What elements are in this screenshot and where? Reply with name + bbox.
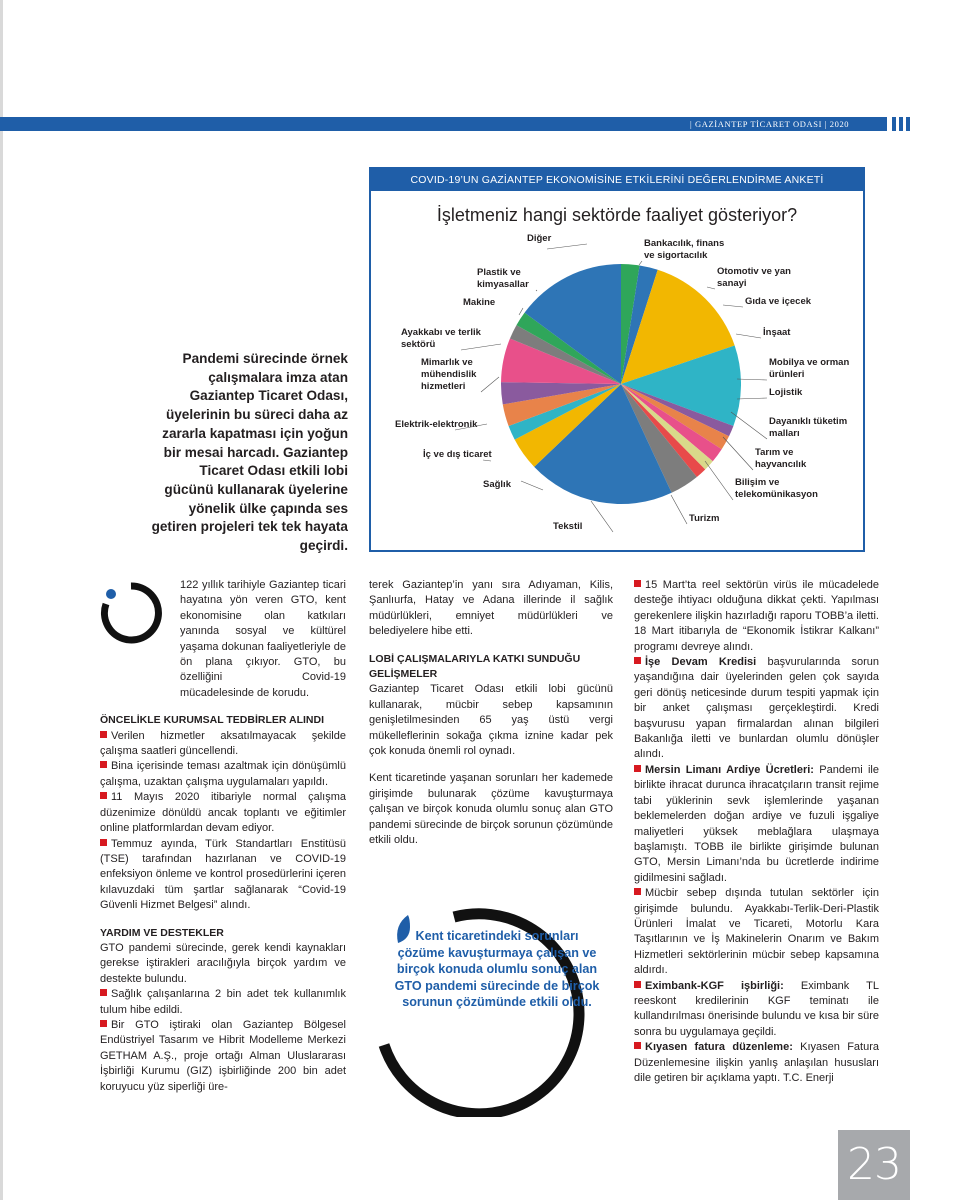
leader-line [519,308,523,315]
slice-label: Plastik ve kimyasallar [477,267,529,290]
page-edge [0,0,3,1200]
leader-line [591,501,613,532]
pull-quote-left: Pandemi sürecinde örnek çalışmalara imza atan Gaziantep Ticaret Odası, üyelerinin bu süreci daha az zararla kapatması için yoğun bir mesai harcadı. Gaziantep Ticaret Odası etkili lobi gücünü kullanarak üyelerine yönelik ülke çapında ses getiren projeleri tek tek hayata geçirdi. [151,351,348,554]
slice-label: Bilişim ve telekomünikasyon [735,477,818,500]
pull-quote-bottom [368,895,616,1117]
slice-label: İç ve dış ticaret [423,449,492,460]
leader-line [723,437,753,470]
section-heading: YARDIM VE DESTEKLER [100,926,224,939]
chart-header: COVID-19’UN GAZİANTEP EKONOMİSİNE ETKİLERİNİ DEĞERLENDİRME ANKETİ [371,169,863,191]
article-column-3 [634,578,879,1086]
leader-line [705,461,733,500]
paragraph: Gaziantep Ticaret Odası etkili lobi gücünü kullanarak, mücbir sebep kapsamının genişletilmesinden 65 yaş üstü vergi mükelleflerinin sokağa çıkma iznine kadar pek çok konuda önemli rol oynadı. [369,683,613,758]
paragraph: GTO pandemi sürecinde, gerek kendi kaynakları gerekse iştirakleri aracılığıyla birçok yardım ve destekte bulundu. [100,941,346,985]
paragraph: Kent ticaretinde yaşanan sorunları her kademede girişimde bulunarak çözüme kavuşturmaya çalışan ve birçok konuda olumlu sonuç alan GTO pandemi sürecinde de birçok sorunun çözümünde etkili oldu. [369,772,613,847]
list-item: Mersin Limanı Ardiye Ücretleri: Pandemi ile birlikte ihracat durunca ihracatçıların transit rejime tabi yüklerinin sevk işlemlerinde yaşanan beklemelerden doğan ardiye ve fuzuli işgaliye maliyetleri yüksek meblağlara ulaşmaya başlamıştı. TOBB ile birlikte girişimde bulunan GTO, Mersin Limanı’nda bu ücretlerde indirime gidilmesini sağladı. [634,763,879,884]
leader-line [536,290,537,291]
paragraph: terek Gaziantep’in yanı sıra Adıyaman, Kilis, Şanlıurfa, Hatay ve Adana illerinde il sağlık müdürlükleri, emniyet müdürlükleri ve belediyelere hibe etti. [369,579,613,638]
slice-label: Mimarlık ve mühendislik hizmetleri [421,357,477,392]
article-column-1 [100,578,346,1095]
header-title: | GAZİANTEP TİCARET ODASI | 2020 [690,119,850,129]
section-heading: ÖNCELİKLE KURUMSAL TEDBİRLER ALINDI [100,714,324,727]
slice-label: Diğer [527,233,552,244]
survey-chart [369,167,865,552]
leader-line [547,244,587,249]
slice-label: Ayakkabı ve terlik sektörü [401,327,481,350]
list-item: Sağlık çalışanlarına 2 bin adet tek kullanımlık tulum hibe edildi. [100,988,346,1016]
list-item: Mücbir sebep dışında tutulan sektörler için girişimde bulundu. Ayakkabı-Terlik-Deri-Plastik Ürünleri İmalat ve Ticareti, Motorlu Kara Taşıtlarının ve İş Makinelerin Onarım ve Bakım Hizmetleri sektörlerinin mücbir sebep kapsamına aldırdı. [634,887,879,977]
slice-label: Bankacılık, finans ve sigortacılık [644,238,725,261]
slice-label: Sağlık [483,479,511,490]
leader-line [483,460,491,461]
header-stripes [892,117,910,131]
article-intro: 122 yıllık tarihiyle Gaziantep ticari hayatına yön veren GTO, kent ekonomisine olan katkıları yanında sosyal ve kültürel yaşama dokunan faaliyetleriyle de ön plana çıkıyor. GTO, bu özelliğini Covid-19 mücadelesinde de korudu. [180,579,346,699]
slice-label: Mobilya ve orman ürünleri [769,357,850,380]
article-column-2 [369,578,613,849]
list-item: Bir GTO iştiraki olan Gaziantep Bölgesel Endüstriyel Tasarım ve Hibrit Modelleme Merkezi GETHAM A.Ş., proje ortağı Alman Uluslararası İşbirliği Kurumu (GIZ) işbirliğinde 200 bin adet koruyucu yüz siperliği üre- [100,1018,346,1093]
leader-line [737,379,767,380]
list-item: 11 Mayıs 2020 itibariyle normal çalışma düzenimize dönüldü ancak toplantı ve eğitimler online platformlardan devam ediyor. [100,791,346,835]
leader-line [737,398,767,399]
page-number: 23 [838,1130,910,1200]
list-item: Bina içerisinde teması azaltmak için dönüşümlü çalışma, uzaktan çalışma uygulamaları yapıldı. [100,760,346,788]
leader-line [707,287,715,289]
list-item: Eximbank-KGF işbirliği: Eximbank TL reeskont kredilerinin KGF teminatı ile kullandırılması önerisinde bulundu ve kısa bir süre sonra bu uygulamaya geçildi. [634,979,879,1038]
slice-label: Gıda ve içecek [745,296,812,307]
section-heading: LOBİ ÇALIŞMALARIYLA KATKI SUNDUĞU GELİŞMELER [369,652,581,681]
leader-line [671,495,687,524]
slice-label: Lojistik [769,387,803,398]
slice-label: Turizm [689,513,720,524]
leader-line [731,412,767,439]
slice-label: Tarım ve hayvancılık [755,447,807,470]
leader-line [639,261,642,265]
list-item: 15 Mart’ta reel sektörün virüs ile mücadelede desteğe ihtiyacı olduğuna dikkat çekti. Yapılması gerekenlere ilişkin hazırladığı raporu TOBB’a iletti. 18 Mart itibarıyla de “Ekonomik İstikrar Kalkanı” programı devreye alındı. [634,579,879,653]
list-item: Temmuz ayında, Türk Standartları Enstitüsü (TSE) tarafından hazırlanan ve COVID-19 enfeksiyon önleme ve kontrol prosedürlerini içeren kılavuzdaki tüm şartlar sağlanarak “Covid-19 Güvenli Hizmet Belgesi” alındı. [100,837,346,912]
chart-title: İşletmeniz hangi sektörde faaliyet gösteriyor? [436,205,798,225]
slice-label: Otomotiv ve yan sanayi [717,266,791,289]
leader-line [481,377,499,392]
list-item: İşe Devam Kredisi başvurularında sorun yaşandığına dair üyelerinden gelen çok sayıda geri dönüş neticesinde durum tespiti yapmak için bir anket çalışması gerçekleştirdi. Kredi başvurusu yapan firmalardan alınan bilgileri Bakanlığa iletti ve bunlardan olumlu dönüşler alındı. [634,656,879,761]
slice-label: Elektrik-elektronik [395,419,478,430]
slice-label: Tekstil [553,521,583,532]
list-item: Kıyasen fatura düzenleme: Kıyasen Fatura Düzenlemesine ilişkin yanlış anlaşılan hususları dile getiren bir açıklama yaptı. T.C. Enerji [634,1041,879,1084]
slice-label: İnşaat [763,327,791,338]
leader-line [736,334,761,338]
leader-line [461,344,501,350]
quote-text: Kent ticaretindeki sorunları çözüme kavuşturmaya çalışan ve birçok konuda olumlu sonuç alan GTO pandemi sürecinde de birçok sorunun çözümünde etkili oldu. [394,929,600,1009]
slice-label: Makine [463,297,496,308]
pie-chart [371,169,863,550]
leader-line [521,481,543,490]
list-item: Verilen hizmetler aksatılmayacak şekilde çalışma saatleri güncellendi. [100,729,346,758]
slice-label: Dayanıklı tüketim malları [769,416,848,439]
leader-line [723,305,743,307]
